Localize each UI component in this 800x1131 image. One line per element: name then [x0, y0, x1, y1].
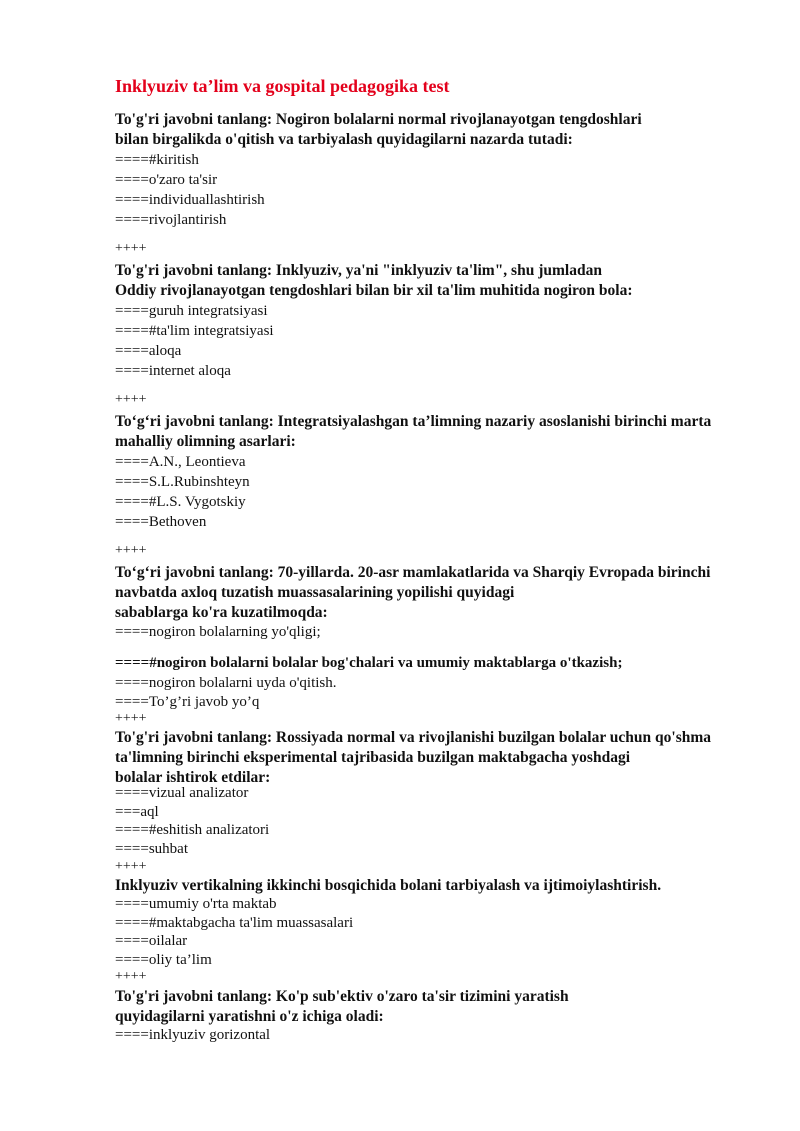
answer-option: ====#eshitish analizatori [115, 822, 270, 838]
question-separator: ++++ [115, 969, 147, 984]
question-separator: ++++ [115, 711, 147, 726]
question-line: bolalar ishtirok etdilar: [115, 769, 271, 786]
answer-option: ====oilalar [115, 933, 188, 949]
question-line: To'g'ri javobni tanlang: Inklyuziv, ya'ni "inklyuziv ta'lim", shu jumladan [115, 262, 602, 279]
answer-option: ====rivojlantirish [115, 212, 227, 228]
answer-option: ====individuallashtirish [115, 192, 265, 208]
question-line: quyidagilarni yaratishni o'z ichiga oladi: [115, 1008, 384, 1025]
answer-option: ====suhbat [115, 841, 189, 857]
question-line: ta'limning birinchi eksperimental tajribasida buzilgan maktabgacha yoshdagi [115, 749, 631, 766]
answer-option: ====#L.S. Vygotskiy [115, 494, 246, 510]
question-5 [115, 728, 755, 788]
answer-option: ====#kiritish [115, 152, 199, 168]
answer-option: ====S.L.Rubinshteyn [115, 474, 250, 490]
answer-option: ====#maktabgacha ta'lim muassasalari [115, 915, 354, 931]
question-4 [115, 563, 755, 623]
question-line: mahalliy olimning asarlari: [115, 433, 296, 450]
question-line: Inklyuziv vertikalning ikkinchi bosqichida bolani tarbiyalash va ijtimoiylashtirish. [115, 877, 662, 894]
question-separator: ++++ [115, 392, 147, 407]
question-2 [115, 261, 755, 301]
answer-option: ====To’g’ri javob yo’q [115, 694, 260, 710]
answer-option: ====Bethoven [115, 514, 207, 530]
answer-option: ====guruh integratsiyasi [115, 303, 268, 319]
question-separator: ++++ [115, 241, 147, 256]
question-line: bilan birgalikda o'qitish va tarbiyalash quyidagilarni nazarda tutadi: [115, 131, 573, 148]
question-separator: ++++ [115, 859, 147, 874]
answer-option: ====inklyuziv gorizontal [115, 1027, 271, 1043]
question-line: navbatda axloq tuzatish muassasalarining yopilishi quyidagi [115, 584, 515, 601]
answer-option-correct: ====#nogiron bolalarni bolalar bog'chalari va umumiy maktablarga o'tkazish; [115, 655, 623, 671]
question-line: To'g'ri javobni tanlang: Nogiron bolalarni normal rivojlanayotgan tengdoshlari [115, 111, 642, 128]
answer-option: ====internet aloqa [115, 363, 231, 379]
question-line: To'g'ri javobni tanlang: Ko'p sub'ektiv o'zaro ta'sir tizimini yaratish [115, 988, 569, 1005]
question-7 [115, 987, 755, 1027]
question-line: Oddiy rivojlanayotgan tengdoshlari bilan bir xil ta'lim muhitida nogiron bola: [115, 282, 633, 299]
answer-option: ====nogiron bolalarning yo'qligi; [115, 624, 321, 640]
question-6 [115, 876, 755, 896]
answer-option: ===aql [115, 804, 159, 820]
answer-option: ====umumiy o'rta maktab [115, 896, 277, 912]
question-line: To'g'ri javobni tanlang: Rossiyada normal va rivojlanishi buzilgan bolalar uchun qo'shma [115, 729, 712, 746]
answer-option: ====vizual analizator [115, 785, 249, 801]
answer-option: ====A.N., Leontieva [115, 454, 246, 470]
answer-option: ====oliy ta’lim [115, 952, 212, 968]
answer-option: ====nogiron bolalarni uyda o'qitish. [115, 675, 337, 691]
question-separator: ++++ [115, 543, 147, 558]
question-line: To‘g‘ri javobni tanlang: 70-yillarda. 20-asr mamlakatlarida va Sharqiy Evropada birinchi [115, 564, 711, 581]
answer-option: ====#ta'lim integratsiyasi [115, 323, 274, 339]
answer-option: ====o'zaro ta'sir [115, 172, 218, 188]
answer-option: ====aloqa [115, 343, 182, 359]
question-line: sabablarga ko'ra kuzatilmoqda: [115, 604, 328, 621]
question-1 [115, 110, 755, 150]
question-3 [115, 412, 755, 452]
question-line: To‘g‘ri javobni tanlang: Integratsiyalashgan ta’limning nazariy asoslanishi birinchi marta [115, 413, 712, 430]
document-title: Inklyuziv ta’lim va gospital pedagogika test [115, 76, 450, 96]
